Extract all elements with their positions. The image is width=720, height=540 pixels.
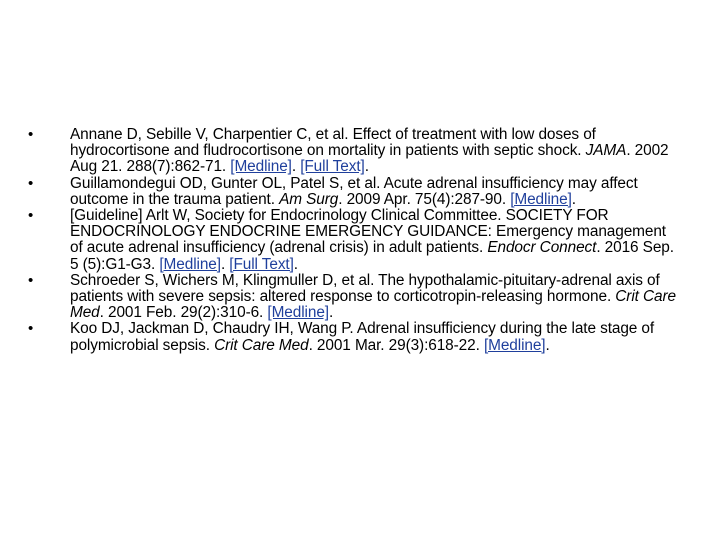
reference-text: Guillamondegui OD, Gunter OL, Patel S, et al. Acute adrenal insufficiency may affect outcome in the trauma patient. <box>70 174 638 208</box>
reference-citation: . 2002 Aug 21. 288(7):862-71. <box>70 142 669 176</box>
reference-citation: . 2001 Feb. 29(2):310-6. <box>99 304 268 322</box>
journal-name: JAMA <box>585 142 627 160</box>
reference-text: Koo DJ, Jackman D, Chaudry IH, Wang P. Adrenal insufficiency during the late stage of polymicrobial sepsis. <box>70 320 655 354</box>
reference-end: . <box>364 158 369 176</box>
journal-name: Am Surg <box>279 190 339 208</box>
reference-item <box>28 321 678 353</box>
medline-link[interactable]: [Medline] <box>510 190 572 208</box>
reference-end: . <box>545 336 550 354</box>
separator: . <box>220 255 230 273</box>
bullet-icon: • <box>28 174 34 192</box>
reference-end: . <box>293 255 298 273</box>
bullet-icon: • <box>28 271 34 289</box>
reference-citation: . 2016 Sep. 5 (5):G1-G3. <box>70 239 674 273</box>
journal-name: Crit Care Med <box>214 336 309 354</box>
reference-item <box>28 208 678 273</box>
reference-citation: . 2001 Mar. 29(3):618-22. <box>308 336 484 354</box>
bullet-icon: • <box>28 207 34 225</box>
reference-list <box>28 127 678 354</box>
medline-link[interactable]: [Medline] <box>230 158 292 176</box>
reference-text: Annane D, Sebille V, Charpentier C, et al. Effect of treatment with low doses of hydrocortisone and fludrocortisone on mortality in patients with septic shock. <box>70 126 596 160</box>
bullet-icon: • <box>28 320 34 338</box>
reference-end: . <box>328 304 334 322</box>
medline-link[interactable]: [Medline] <box>483 336 546 354</box>
full-text-link[interactable]: [Full Text] <box>300 158 365 176</box>
reference-item <box>28 273 678 322</box>
journal-name: Endocr Connect <box>487 239 597 257</box>
medline-link[interactable]: [Medline] <box>159 255 221 273</box>
bullet-icon: • <box>28 126 34 143</box>
reference-citation: . 2009 Apr. 75(4):287-90. <box>338 190 511 208</box>
full-text-link[interactable]: [Full Text] <box>229 255 294 273</box>
reference-end: . <box>571 190 576 208</box>
reference-text: [Guideline] Arlt W, Society for Endocrinology Clinical Committee. SOCIETY FOR ENDOCRINOLOGY ENDOCRINE EMERGENCY GUIDANCE: Emergency management of acute adrenal insufficiency (adrenal crisis) in adult patients. <box>70 207 666 257</box>
medline-link[interactable]: [Medline] <box>267 304 329 322</box>
journal-name: Crit Care Med <box>70 288 676 322</box>
reference-item <box>28 127 678 176</box>
reference-item <box>28 176 678 208</box>
reference-text: Schroeder S, Wichers M, Klingmuller D, et al. The hypothalamic-pituitary-adrenal axis of patients with severe sepsis: altered response to corticotropin-releasing hormone. <box>70 271 660 306</box>
separator: . <box>291 158 301 176</box>
